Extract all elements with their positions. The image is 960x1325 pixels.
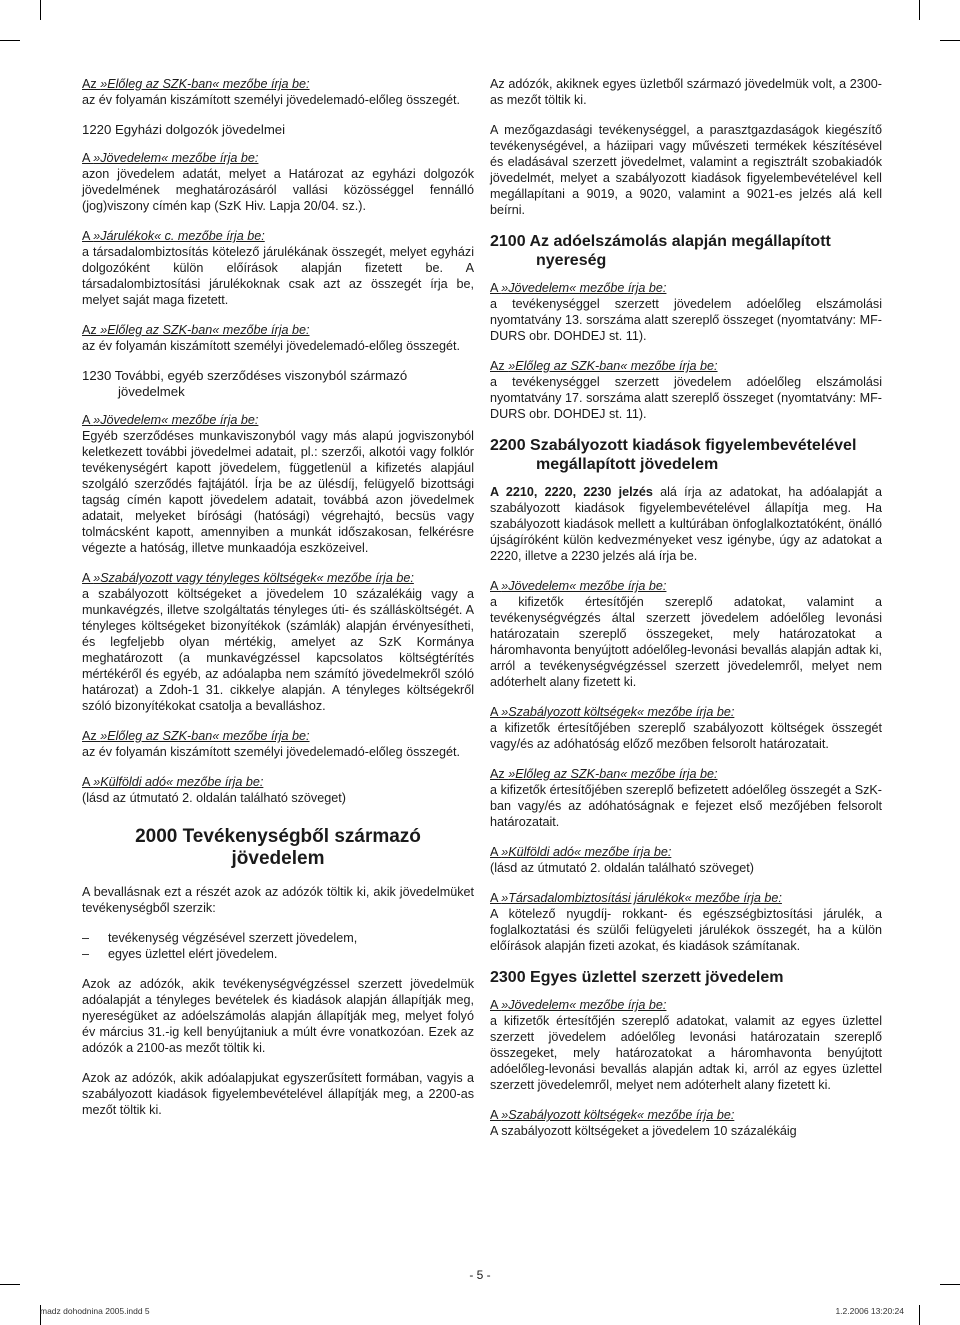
field-label: Az »Előleg az SZK-ban« mezőbe írja be:: [490, 767, 718, 781]
section-block: [490, 578, 882, 690]
field-text: a kifizetők értesítőjén szereplő adatokat, valamint a tevékenységvégzés által szerzett jövedelem adóelőleg levonási határozatain szereplő összegeket, mely határozatokat a háromhavonta benyújtott adóelőleg-levonási bevallás alapján adtak ki, arról a tevékenységvégzéssel szerzett jövedelemről, melyet nem adóterhelt alany fizetett ki.: [490, 595, 882, 689]
field-label: A »Jövedelem« mezőbe írja be:: [490, 281, 667, 295]
section-block: [82, 322, 474, 354]
field-label: Az »Előleg az SZK-ban« mezőbe írja be:: [82, 77, 310, 91]
field-label: A »Jövedelem« mezőbe írja be:: [490, 579, 667, 593]
field-text: A szabályozott költségeket a jövedelem 10 százalékáig: [490, 1124, 797, 1138]
field-text: a szabályozott költségeket a jövedelem 10 százalékáig vagy a munkavégzés, illetve szolgáltatás tényleges úti- és szállásköltségét. A tényleges költségeket bizonyítékok (számlák) alapján érvényesítheti, és legfeljebb olyan mértékig, amelyet az SzK Kormánya meghatározott (a munkavégzéssel kapcsolatos költségtérítés mértékéről és egyéb, az adóalapba nem számító jövedelmekről szóló határozat) a Zdoh-1 31. cikkelye alapján. A tényleges költségekről szóló bizonyítékokat csatolja a bevalláshoz.: [82, 587, 474, 713]
field-text: (lásd az útmutató 2. oldalán található szöveget): [82, 791, 346, 805]
section-block: [490, 280, 882, 344]
field-label: A »Társadalombiztosítási járulékok« mezőbe írja be:: [490, 891, 782, 905]
field-text: a társadalombiztosítás kötelező járulékának összegét, melyet egyházi dolgozóként külön előírások alapján fizetett be. A társadalombiztosítási járulékoknak csak azt az összegét írja be, melyet saját maga fizetett.: [82, 245, 474, 307]
field-text: azon jövedelem adatát, melyet a Határozat az egyházi dolgozók jövedelmének meghatározásáról vallási közösséggel fennálló (jog)viszony címén kap (SzK Hiv. Lapja 20/04. sz.).: [82, 167, 474, 213]
section-block: [490, 766, 882, 830]
list-item: – tevékenység végzésével szerzett jövedelem,: [82, 930, 474, 946]
section-block: [82, 774, 474, 806]
crop-mark: [0, 40, 20, 41]
field-label: A »Szabályozott költségek« mezőbe írja be:: [490, 1108, 735, 1122]
field-text: a kifizetők értesítőjén szereplő adatokat, valamit az egyes üzlettel szerzett jövedelem adóelőleg levonási határozatain szereplő összegeket, mely határozatokat a háromhavonta benyújtott adóelőleg-levonási bevallás alapján adtak ki, arról az egyes üzlettel szerzett jövedelemről, melyet nem adóterhelt alany fizetett ki.: [490, 1014, 882, 1092]
section-block: [82, 150, 474, 214]
income-type-list: [82, 930, 474, 962]
field-label: A »Külföldi adó« mezőbe írja be:: [82, 775, 264, 789]
paragraph: Az adózók, akiknek egyes üzletből származó jövedelmük volt, a 2300-as mezőt töltik ki.: [490, 77, 882, 107]
section-heading-1220: 1220 Egyházi dolgozók jövedelmei: [82, 122, 286, 137]
paragraph: Azok az adózók, akik tevékenységvégzéssel szerzett jövedelmük adóalapját a tényleges bevételek és kiadások alapján állapítják meg, nyereségüket az adóelszámolás alapján állapítják meg, melyet folyó év március 31.-ig kell benyújtaniuk a múlt évre vonatkozóan. Ezek az adózók a 2100-as mezőt töltik ki.: [82, 977, 474, 1055]
list-item: – egyes üzlettel elért jövedelem.: [82, 946, 474, 962]
paragraph: A mezőgazdasági tevékenységgel, a parasztgazdaságok kiegészítő tevékenységével, a háziipari vagy művészeti termékek készítésével és eladásával szerzett jövedelmet, valamint a regisztrált szobakiadók jövedelmét, melyet a szabályozott kiadások figyelembevételével kell megállapítani a 9019, a 9020, valamint a 9021-es jelzés alá kell beírni.: [490, 123, 882, 217]
page-number: - 5 -: [469, 1268, 491, 1282]
field-text: a tevékenységgel szerzett jövedelem adóelőleg elszámolási nyomtatvány 13. sorszáma alatt szereplő összeget (nyomtatvány: MF-DURS obr. DOHDEJ st. 11).: [490, 297, 882, 343]
field-text: (lásd az útmutató 2. oldalán található szöveget): [490, 861, 754, 875]
section-block: [490, 844, 882, 876]
footer-timestamp: 1.2.2006 13:20:24: [835, 1306, 904, 1316]
section-block: [490, 704, 882, 752]
chapter-heading-2000: 2000 Tevékenységből származó jövedelem: [135, 826, 421, 869]
crop-mark: [40, 0, 41, 20]
right-column: [490, 76, 882, 1153]
field-label: A »Jövedelem« mezőbe írja be:: [490, 998, 667, 1012]
crop-mark: [940, 40, 960, 41]
section-block: [82, 76, 474, 108]
section-heading-1230: 1230 További, egyéb szerződéses viszonyból származó jövedelmek: [82, 368, 408, 399]
section-block: [490, 1107, 882, 1139]
field-label: Az »Előleg az SZK-ban« mezőbe írja be:: [490, 359, 718, 373]
chapter-heading-2200: 2200 Szabályozott kiadások figyelembevételével megállapított jövedelem: [490, 437, 857, 473]
left-column: [82, 76, 474, 1132]
field-text: az év folyamán kiszámított személyi jövedelemadó-előleg összegét.: [82, 745, 460, 759]
field-label: A »Járulékok« c. mezőbe írja be:: [82, 229, 265, 243]
field-label: A »Jövedelem« mezőbe írja be:: [82, 151, 259, 165]
field-text: a kifizetők értesítőjében szereplő befizetett adóelőleg összegét a SzK-ban vagy/és az adóhatóságnak e fejezet első mezőjében felsorolt határozatait.: [490, 783, 882, 829]
field-text: az év folyamán kiszámított személyi jövedelemadó-előleg összegét.: [82, 93, 460, 107]
crop-mark: [919, 0, 920, 20]
crop-mark: [0, 1284, 20, 1285]
field-label: A »Szabályozott vagy tényleges költségek« mezőbe írja be:: [82, 571, 414, 585]
field-text: a kifizetők értesítőjében szereplő szabályozott költségek összegét vagy/és az adóhatóság előző mezőben felsorolt határozatait.: [490, 721, 882, 751]
section-block: [82, 228, 474, 308]
field-text: az év folyamán kiszámított személyi jövedelemadó-előleg összegét.: [82, 339, 460, 353]
chapter-heading-2300: 2300 Egyes üzlettel szerzett jövedelem: [490, 969, 784, 986]
paragraph: A bevallásnak ezt a részét azok az adózók töltik ki, akik jövedelmüket tevékenységből szerzik:: [82, 885, 474, 915]
field-label: Az »Előleg az SZK-ban« mezőbe írja be:: [82, 729, 310, 743]
paragraph: Azok az adózók, akik adóalapjukat egyszerűsített formában, vagyis a szabályozott kiadások figyelembevételével állapítják meg, a 2200-as mezőt töltik ki.: [82, 1071, 474, 1117]
section-block: [490, 997, 882, 1093]
field-label: A »Szabályozott költségek« mezőbe írja be:: [490, 705, 735, 719]
section-block: [490, 358, 882, 422]
section-block: [82, 728, 474, 760]
section-block: [82, 570, 474, 714]
field-label: A »Külföldi adó« mezőbe írja be:: [490, 845, 672, 859]
field-text: Egyéb szerződéses munkaviszonyból vagy más alapú jogviszonyból keletkezett további jövedelmei adatait, pl.: szerzői, alkotói vagy folklór tevékenységért kapott jövedelem, függetlenül a kifizetés alapjául szolgáló szerződés fajtájától. Írja be az ülésdíj, felügyelő bizottsági tagság címén kapott jövedelem adatait, továbbá azon jövedelmek adatait, melyeket bírósági (hatósági) végrehajtó, becsüs vagy tolmácsként kapott, amennyiben a munkát időszakosan, felkérésre végezte a hatóság, illetve munkaadója eszközeivel.: [82, 429, 474, 555]
crop-mark: [940, 1284, 960, 1285]
field-text: a tevékenységgel szerzett jövedelem adóelőleg elszámolási nyomtatvány 17. sorszáma alatt szereplő összeget (nyomtatvány: MF-DURS obr. DOHDEJ st. 11).: [490, 375, 882, 421]
section-block: [82, 412, 474, 556]
section-block: [490, 890, 882, 954]
paragraph: A 2210, 2220, 2230 jelzés alá írja az adatokat, ha adóalapját a szabályozott kiadások figyelembevételével állapítja meg. Ha szabályozott kiadások mellett a kultúrában önfoglalkoztatóként, önálló újságíróként külön kedvezményeket vesz igénybe, úgy az adatokat a 2220, illetve a 2230 jelzés alá írja be.: [490, 485, 882, 563]
field-text: A kötelező nyugdíj- rokkant- és egészségbiztosítási járulék, a foglalkoztatási és szülői felügyeleti járulékok összegét, ha a külön előírások alapján fizeti azokat, és kiadások számítanak.: [490, 907, 882, 953]
crop-mark: [919, 1305, 920, 1325]
footer-filename: madz dohodnina 2005.indd 5: [40, 1306, 150, 1316]
field-label: Az »Előleg az SZK-ban« mezőbe írja be:: [82, 323, 310, 337]
field-label: A »Jövedelem« mezőbe írja be:: [82, 413, 259, 427]
chapter-heading-2100: 2100 Az adóelszámolás alapján megállapított nyereség: [490, 233, 831, 269]
